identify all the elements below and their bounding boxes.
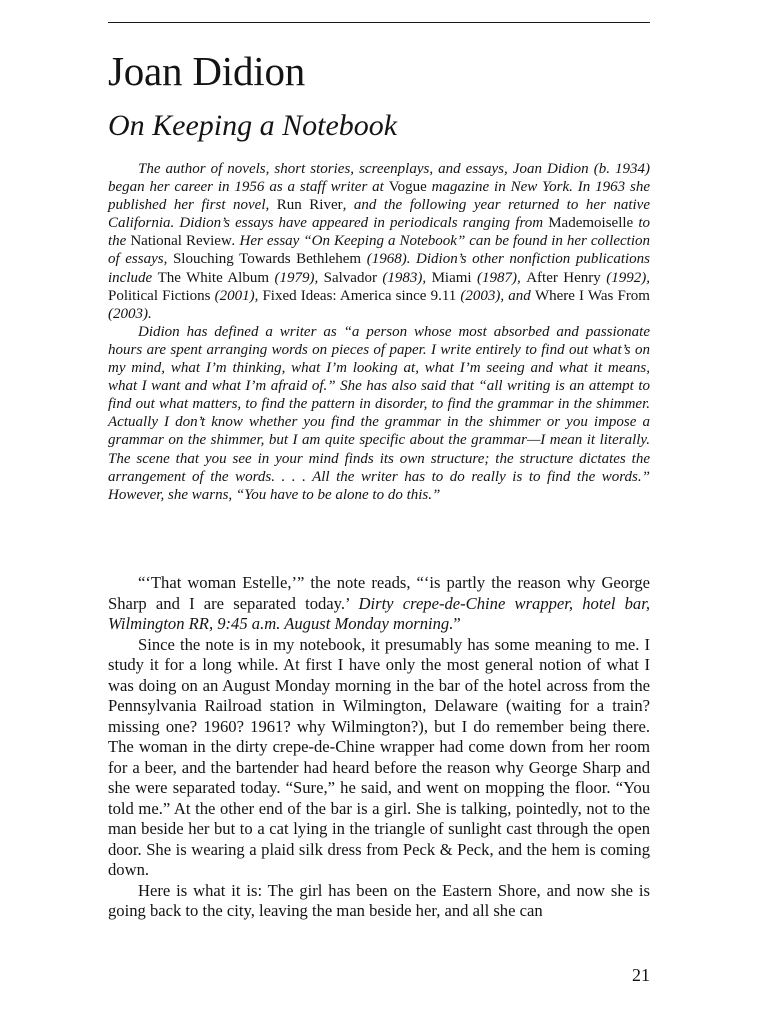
author-introduction: [108, 160, 650, 504]
top-rule: [108, 22, 650, 23]
book-where-i-was-from: Where I Was From: [534, 287, 650, 304]
book-political-fictions: Political Fictions: [108, 287, 211, 304]
book-run-river: Run River: [276, 197, 343, 214]
periodical-mademoiselle: Mademoiselle: [548, 215, 634, 232]
book-the-white-album: The White Album: [157, 269, 270, 286]
essay-paragraph-1: “‘That woman Estelle,’” the note reads, “‘is partly the reason why George Sharp and I are separated today.’ Dirty crepe-de-Chine wrapper, hotel bar, Wilmington RR, 9:45 a.m. August Monday morning.”: [108, 573, 650, 633]
intro-paragraph-bio: The author of novels, short stories, screenplays, and essays, Joan Didion (b. 1934) began her career in 1956 as a staff writer at Vogue magazine in New York. In 1963 she published her first novel, Run River, and the following year returned to her native California. Didion’s essays have appeared in periodicals ranging from Mademoiselle to the National Review. Her essay “On Keeping a Notebook” can be found in her collection of essays, Slouching Towards Bethlehem (1968). Didion’s other nonfiction publications include The White Album (1979), Salvador (1983), Miami (1987), After Henry (1992), Political Fictions (2001), Fixed Ideas: America since 9.11 (2003), and Where I Was From (2003).: [108, 161, 651, 322]
book-page: [108, 0, 650, 1024]
periodical-national-review: National Review: [130, 233, 232, 250]
book-slouching-towards-bethlehem: Slouching Towards Bethlehem: [172, 251, 362, 268]
essay-body: [108, 573, 650, 922]
essay-title: On Keeping a Notebook: [108, 109, 398, 142]
book-fixed-ideas: Fixed Ideas: America since 9.11: [262, 287, 457, 304]
notebook-entry-italic: Dirty crepe-de-Chine wrapper, hotel bar, Wilmington RR, 9:45 a.m. August Monday morning.: [108, 593, 650, 633]
essay-paragraph-2: Since the note is in my notebook, it presumably has some meaning to me. I study it for a long while. At first I have only the most general notion of what I was doing on an August Monday morning in the bar of the hotel across from the Pennsylvania Railroad station in Wilmington, Delaware (waiting for a train? missing one? 1960? 1961? why Wilmington?), but I do remember being there. The woman in the dirty crepe-de-Chine wrapper had come down from her room for a beer, and the bartender had heard before the reason why George Sharp and she were separated today. “Sure,” he said, and went on mopping the floor. “You told me.” At the other end of the bar is a girl. She is talking, pointedly, not to the man beside her but to a cat lying in the triangle of sunlight cast through the open door. She is wearing a plaid silk dress from Peck & Peck, and the hem is coming down.: [108, 634, 650, 879]
book-salvador: Salvador: [323, 269, 377, 286]
author-name: Joan Didion: [108, 48, 306, 94]
book-after-henry: After Henry: [526, 269, 601, 286]
page-number: 21: [632, 965, 650, 985]
book-miami: Miami: [431, 269, 472, 286]
essay-paragraph-3: Here is what it is: The girl has been on the Eastern Shore, and now she is going back to the city, leaving the man beside her, and all she can: [108, 880, 650, 920]
periodical-vogue: Vogue: [388, 179, 427, 196]
intro-paragraph-quote: Didion has defined a writer as “a person whose most absorbed and passionate hours are spent arranging words on pieces of paper. I write entirely to find out what’s on my mind, what I’m thinking, what I’m looking at, what I’m seeing and what it means, what I want and what I’m afraid of.” She has also said that “all writing is an attempt to find out what matters, to find the pattern in disorder, to find the grammar in the shimmer. Actually I don’t know whether you find the grammar in the shimmer or you impose a grammar on the shimmer, but I am quite specific about the grammar—I mean it literally. The scene that you see in your mind finds its own structure; the structure dictates the arrangement of the words. . . . All the writer has to do really is to find the words.” However, she warns, “You have to be alone to do this.”: [108, 323, 650, 503]
